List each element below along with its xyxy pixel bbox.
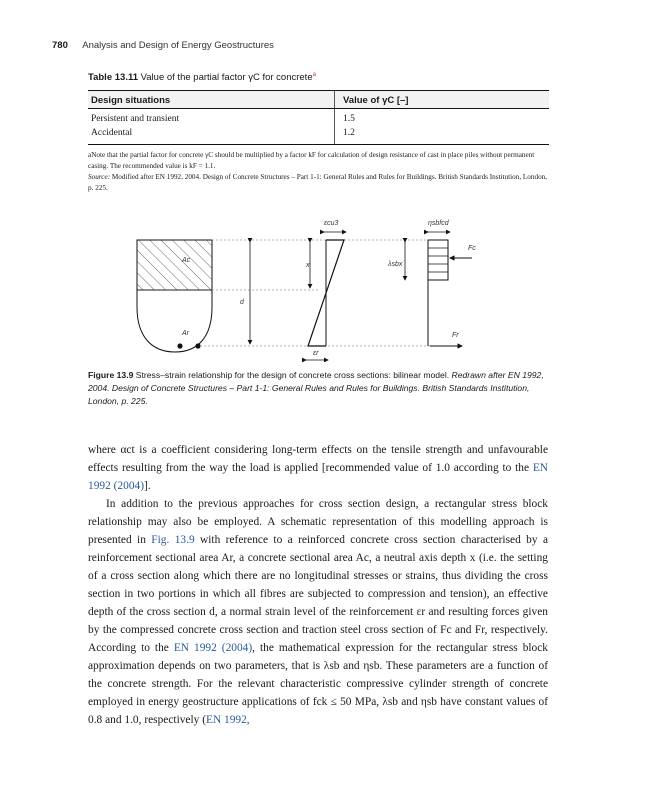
rebar-dot (195, 343, 200, 348)
paragraph (88, 441, 548, 495)
paragraph-text: , the mathematical expression for the rectangular stress block approximation depends on two parameters, that is λsb and ηsb. These parameters are a function of the concrete strength. For the relevant characteristic compressive cylinder strength of concrete employed in energy geostructure applications of fck ≤ 50 MPa, λsb and ηsb have constant values of 0.8 and 1.0, respectively ( (88, 642, 548, 726)
cell-situation: Persistent and transient (91, 114, 180, 124)
cell-value: 1.5 (335, 109, 550, 127)
rebar-dot (177, 343, 182, 348)
paragraph-text: with reference to a reinforced concrete cross section characterised by a reinforcement sectional area Ar, a concrete sectional area Ac, a neutral axis depth x (i.e. the setting of a cross section along which there are no longitudinal stresses or strains, thus dividing the cross section in two portions in which all fibres are subjected to compression and tension), an effective depth of the cross section d, a normal strain level of the reinforcement εr and resulting forces given by the compressed concrete cross section and traction steel cross section of Fc and Fr, respectively. According to the (88, 534, 549, 654)
label-x: x (306, 262, 310, 269)
table-caption (88, 72, 316, 83)
partial-factor-table (88, 90, 549, 145)
table-label: Table 13.11 (88, 72, 138, 84)
paragraph-text: where αct is a coefficient considering long-term effects on the tensile strength and unfavourable effects resulting from the way the load is applied [recommended value of 1.0 according to the (88, 444, 548, 474)
stress-block (428, 240, 448, 280)
label-er: εr (313, 350, 319, 357)
label-fr: Fr (452, 332, 459, 339)
citation-link[interactable]: EN 1992 (2004) (88, 462, 548, 492)
footnote-source (88, 172, 549, 194)
paragraph (88, 495, 548, 729)
running-title: Analysis and Design of Energy Geostructures (82, 40, 274, 51)
paragraph-text: In addition to the previous approaches for cross section design, a rectangular stress block relationship may also be employed. A schematic representation of this modelling approach is presented in (88, 498, 548, 546)
col-header-value: Value of γC [–] (335, 91, 550, 109)
label-ecu3: εcu3 (324, 220, 339, 227)
label-d: d (240, 299, 244, 306)
footnote-source-label: Source: (88, 173, 111, 181)
col-header-situations: Design situations (88, 91, 335, 109)
label-lambda-x: λsbx (388, 261, 403, 268)
paragraph-text: ]. (144, 480, 151, 492)
figure-link[interactable]: Fig. 13.9 (151, 534, 195, 546)
table-row (88, 109, 549, 127)
figure-credit: Redrawn after EN 1992, 2004. Design of Concrete Structures – Part 1-1: General Rules and Rules for Buildings. British Standards Institution, London, p. 225. (88, 370, 544, 406)
label-ac: Ac (182, 257, 191, 264)
label-ar: Ar (182, 330, 189, 337)
figure-title: Stress–strain relationship for the design of concrete cross sections: bilinear model. (135, 370, 450, 380)
figure-caption (88, 369, 550, 408)
footnote-note: aNote that the partial factor for concrete γC should be multiplied by a factor kF for calculation of design resistance of cast in place piles without permanent casing. The recommended value is kF = 1.1. (88, 151, 535, 170)
table-row (88, 126, 549, 145)
running-head (52, 40, 274, 51)
figure-label: Figure 13.9 (88, 370, 134, 380)
body-text (88, 441, 548, 729)
citation-link[interactable]: EN 1992 (2004) (173, 642, 253, 654)
footnote-source-text: Modified after EN 1992, 2004. Design of Concrete Structures – Part 1-1: General Rules and Rules for Buildings. British Standards Institution, London, p. 225. (88, 173, 548, 192)
table-caption-mark: a (312, 72, 316, 78)
table-header-row (88, 91, 549, 109)
stress-block-figure (110, 212, 510, 362)
label-fc: Fc (468, 245, 476, 252)
citation-link[interactable]: EN 1992, (205, 714, 250, 726)
page-number: 780 (52, 40, 68, 51)
compression-zone-hatch (137, 240, 212, 290)
table-footnote (88, 150, 549, 194)
label-eta: ηsbfcd (428, 220, 449, 227)
cell-situation: Accidental (88, 126, 335, 145)
cell-value: 1.2 (335, 126, 550, 145)
table-caption-text: Value of the partial factor γC for concrete (140, 72, 313, 84)
